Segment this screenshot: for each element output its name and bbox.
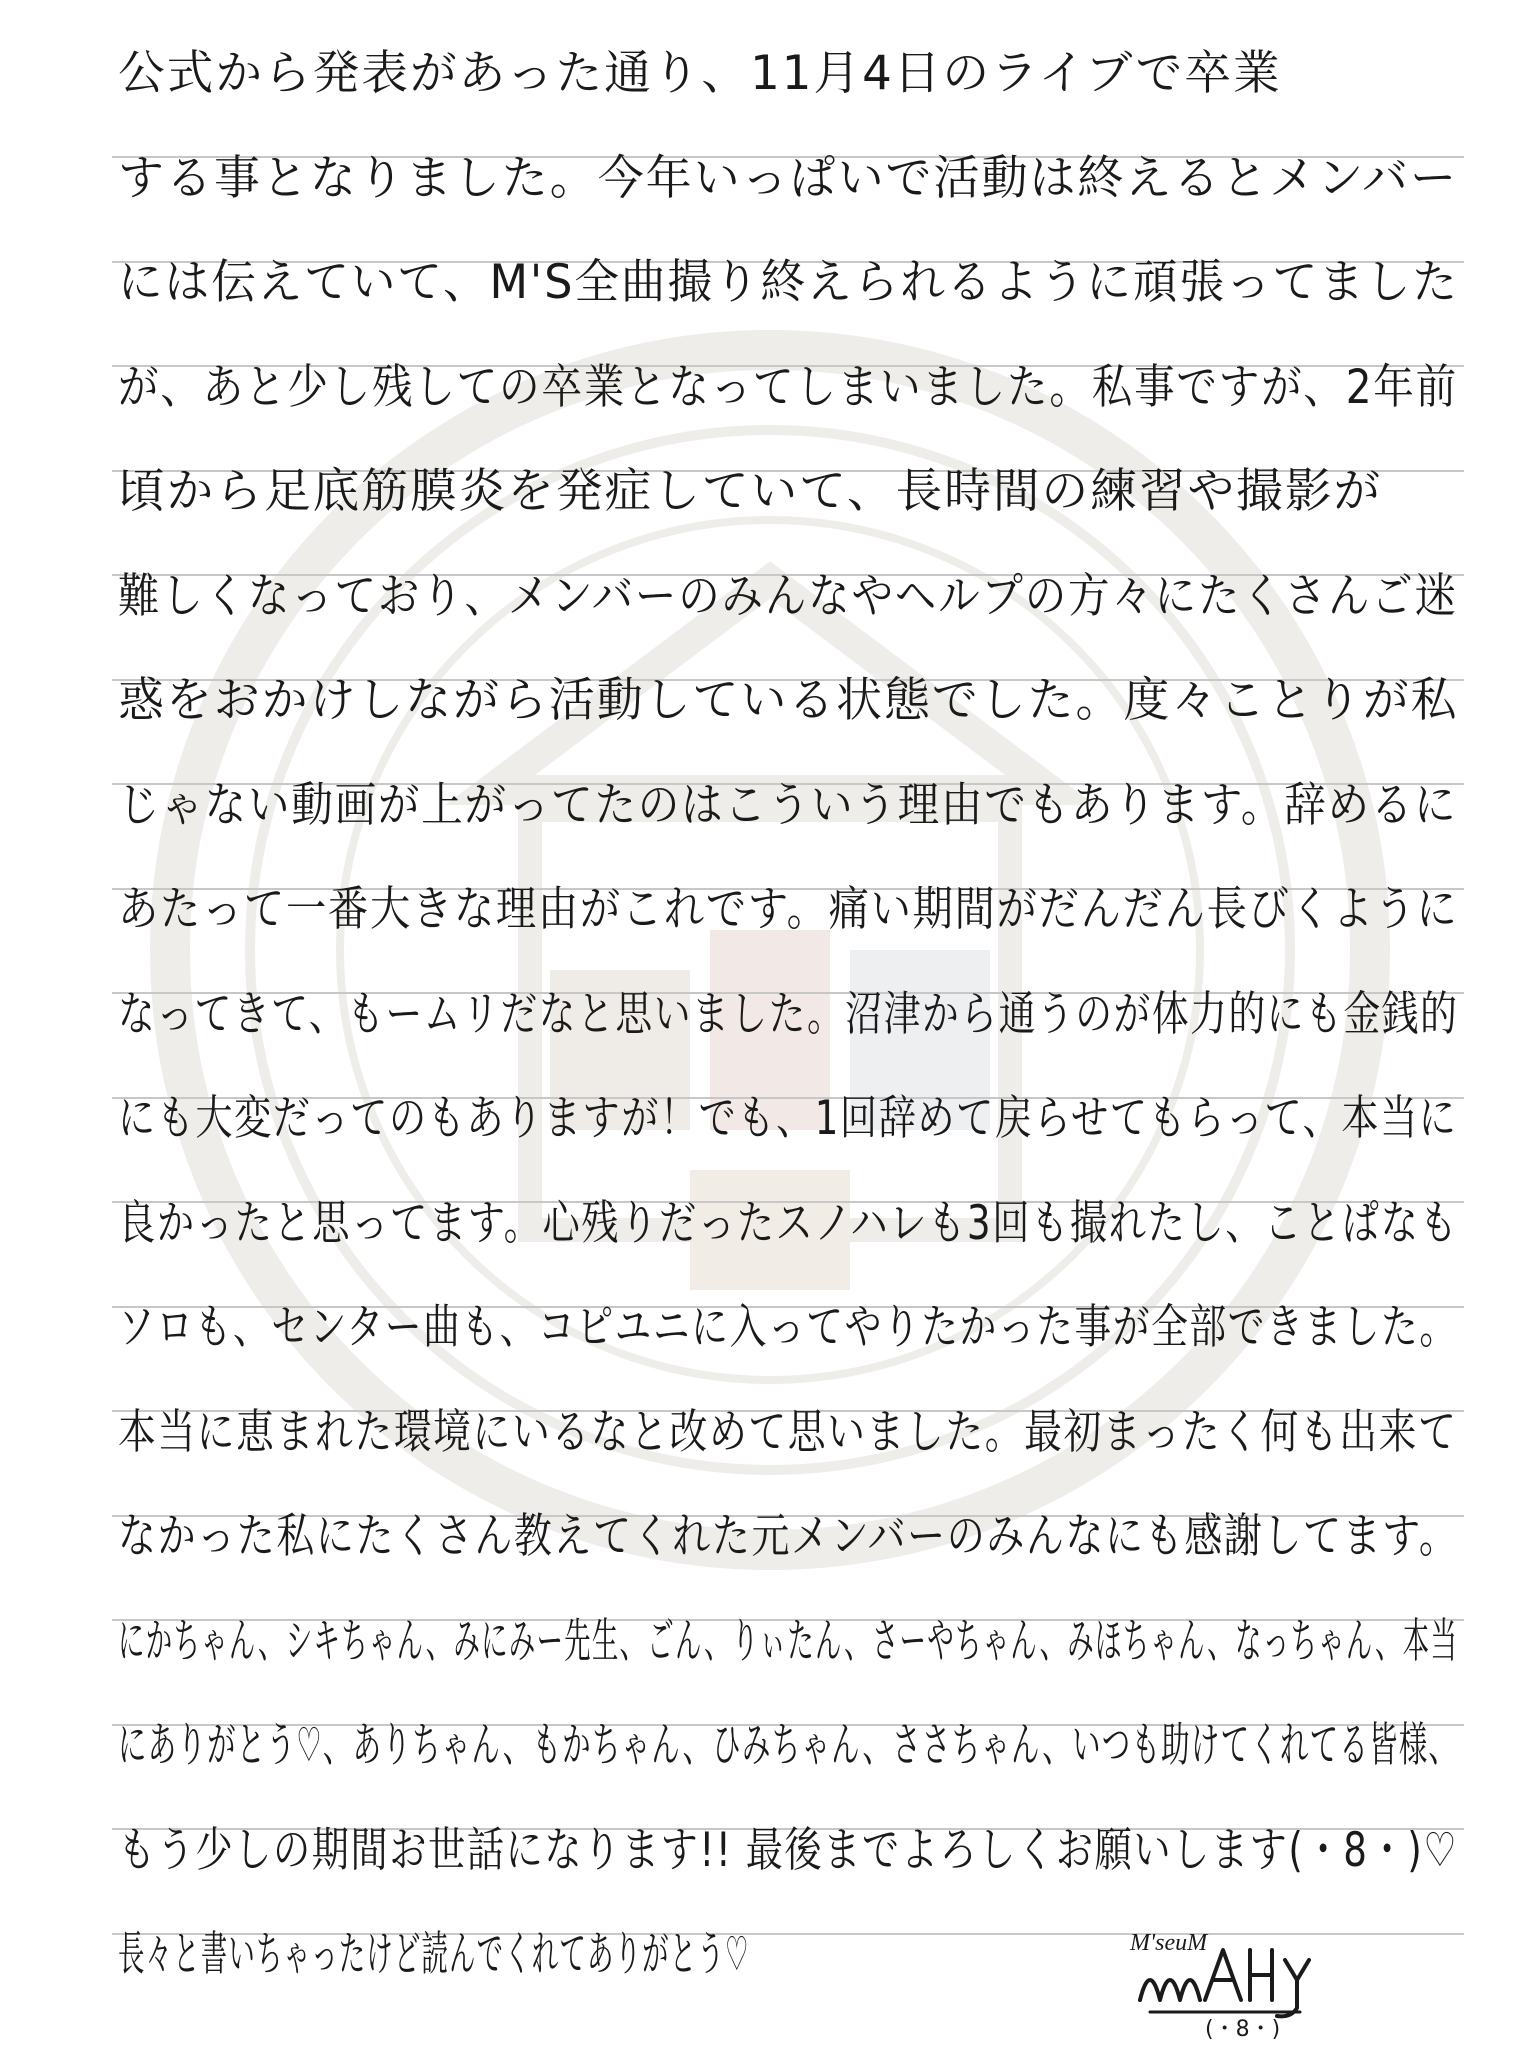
letter-line: 公式から発表があった通り、11月4日のライブで卒業 xyxy=(118,46,1282,101)
letter-line: にかちゃん、シキちゃん、みにみー先生、ごん、りぃたん、さーやちゃん、みほちゃん、なっちゃん、本当 xyxy=(118,1614,1459,1669)
letter-line: 良かったと思ってます。心残りだったスノハレも3回も撮れたし、ことぱなも xyxy=(118,1196,1459,1251)
letter-line: には伝えていて、M'S全曲撮り終えられるように頑張ってました xyxy=(118,255,1459,310)
letter-line: 本当に恵まれた環境にいるなと改めて思いました。最初まったく何も出来て xyxy=(118,1405,1458,1460)
letter-line: にありがとう♡、ありちゃん、もかちゃん、ひみちゃん、ささちゃん、いつも助けてくれてる皆様、 xyxy=(118,1718,1459,1773)
letter-line: じゃない動画が上がってたのはこういう理由でもあります。辞めるに xyxy=(118,778,1458,833)
letter-line: もう少しの期間お世話になります!! 最後までよろしくお願いします(・8・)♡ xyxy=(118,1823,1459,1878)
letter-line: 長々と書いちゃったけど読んでくれてありがとう♡ xyxy=(118,1927,750,1982)
letter-line: 惑をおかけしながら活動している状態でした。度々ことりが私 xyxy=(118,673,1459,728)
svg-text:(・8・): (・8・) xyxy=(1205,2017,1281,2040)
letter-line: なかった私にたくさん教えてくれた元メンバーのみんなにも感謝してます。 xyxy=(118,1509,1459,1564)
letter-line: ソロも、センター曲も、コピユニに入ってやりたかった事が全部できました。 xyxy=(118,1300,1458,1355)
letter-line: 難しくなっており、メンバーのみんなやヘルプの方々にたくさんご迷 xyxy=(118,569,1458,624)
letter-line: あたって一番大きな理由がこれです。痛い期間がだんだん長びくように xyxy=(118,882,1459,937)
letter-line: にも大変だってのもありますが！でも、1回辞めて戻らせてもらって、本当に xyxy=(118,1091,1458,1146)
letter-line: が、あと少し残しての卒業となってしまいました。私事ですが、2年前 xyxy=(118,360,1458,415)
letter-line: する事となりました。今年いっぱいで活動は終えるとメンバー xyxy=(118,151,1458,206)
svg-text:M'seuM: M'seuM xyxy=(1130,1930,1208,1956)
letter-line: なってきて、もームリだなと思いました。沼津から通うのが体力的にも金銭的 xyxy=(118,987,1459,1042)
letter-line: 頃から足底筋膜炎を発症していて、長時間の練習や撮影が xyxy=(118,464,1383,519)
handwritten-signature xyxy=(1110,1910,1350,2040)
